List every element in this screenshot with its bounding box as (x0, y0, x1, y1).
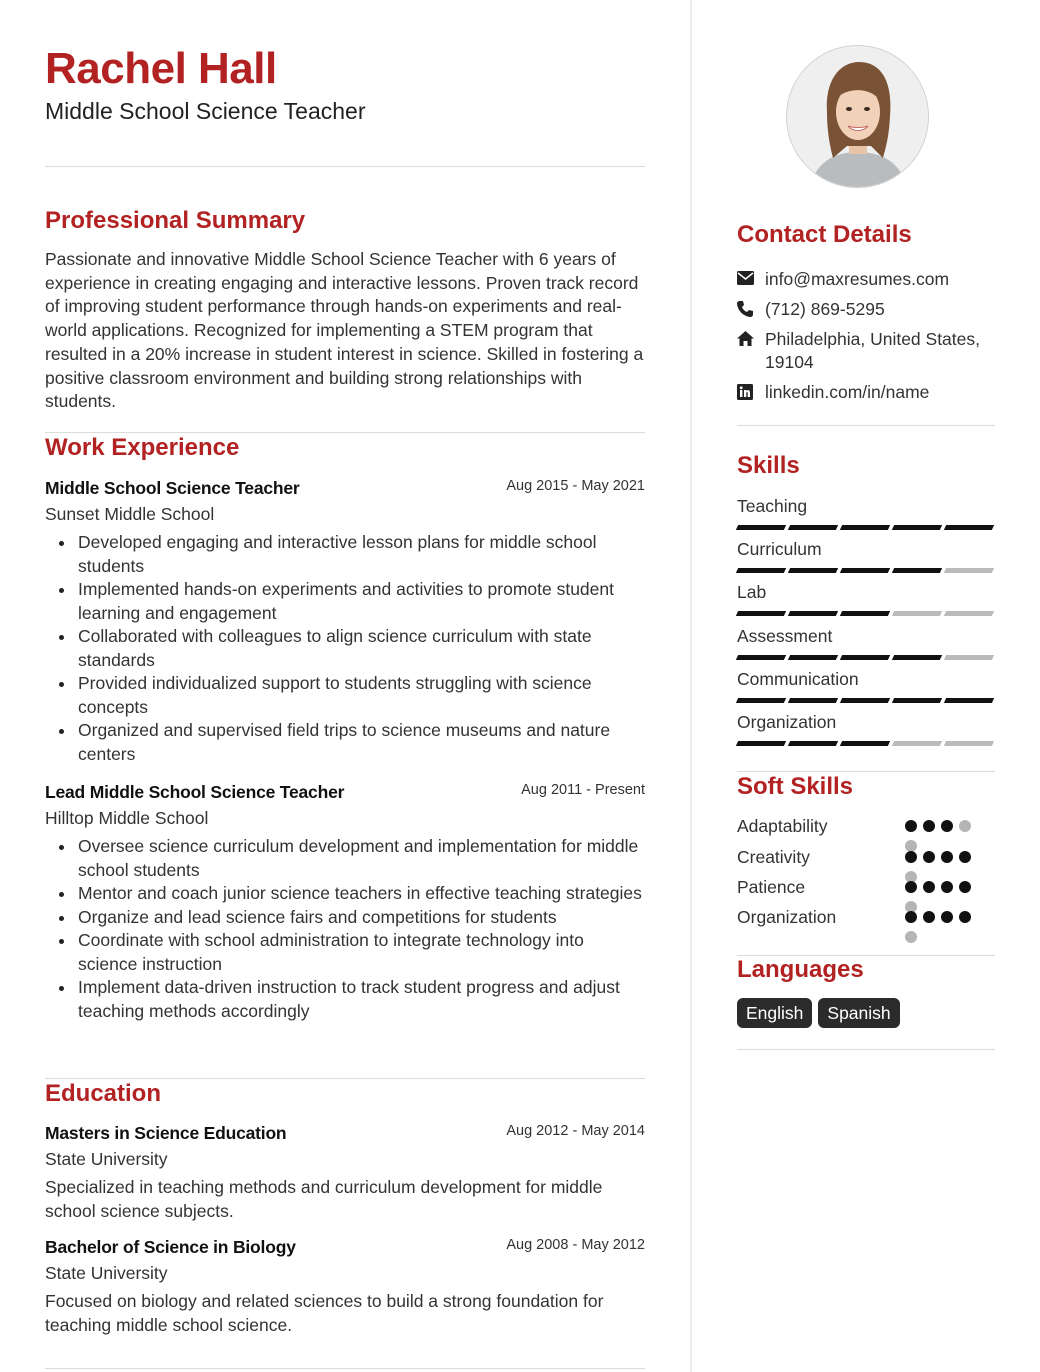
home-icon (737, 328, 765, 374)
rating-dot (959, 911, 971, 923)
skill-item (737, 711, 995, 746)
linkedin-icon (737, 381, 765, 405)
skill-bar (737, 741, 995, 746)
skill-bar-segment (736, 741, 786, 746)
skill-bar-segment (736, 611, 786, 616)
summary-text: Passionate and innovative Middle School Science Teacher with 6 years of experience in creating engaging and interactive lessons. Proven track record of improving student performance through hands-on experiments and real-world applications. Recognized for implementing a STEM program that resulted in a 20% increase in student interest in science. Skilled in fostering a positive classroom environment and building strong relationships with students. (45, 249, 644, 412)
soft-skill-item (737, 877, 995, 898)
rating-dot (959, 820, 971, 832)
skill-bar (737, 568, 995, 573)
skill-item (737, 538, 995, 573)
rating-dot (923, 851, 935, 863)
language-chip: English (737, 998, 812, 1028)
rating-dot (905, 851, 917, 863)
skill-bar-segment (788, 568, 838, 573)
skill-item (737, 495, 995, 530)
skill-label: Lab (737, 582, 767, 602)
skills-divider (737, 771, 995, 772)
skill-bar (737, 611, 995, 616)
skill-bar-segment (840, 741, 890, 746)
skill-bar-segment (944, 525, 994, 530)
rating-dot (905, 911, 917, 923)
rating-dot (905, 881, 917, 893)
contact-linkedin (737, 381, 995, 405)
summary-divider (45, 432, 645, 433)
soft-skill-label: Organization (737, 907, 837, 927)
work-entry (45, 782, 645, 1023)
skill-label: Assessment (737, 626, 833, 646)
job-bullets (45, 531, 645, 766)
job-date: Aug 2015 - May 2021 (506, 478, 645, 494)
skill-label: Teaching (737, 496, 808, 516)
languages-divider (737, 1049, 995, 1050)
skill-bar-segment (788, 611, 838, 616)
skill-label: Curriculum (737, 539, 822, 559)
summary-title: Professional Summary (45, 207, 306, 234)
skill-bar-segment (892, 741, 942, 746)
rating-dot (941, 881, 953, 893)
degree-desc: Focused on biology and related sciences to build a strong foundation for teaching middle school science. (45, 1291, 604, 1335)
skill-item (737, 625, 995, 660)
soft-skills-title: Soft Skills (737, 773, 854, 800)
list-item: Provided individualized support to students struggling with science concepts (45, 672, 645, 719)
skill-bar-segment (788, 741, 838, 746)
rating-dot (959, 851, 971, 863)
skill-bar-segment (944, 741, 994, 746)
skills-title: Skills (737, 452, 800, 479)
skill-bar-segment (892, 698, 942, 703)
degree-title: Masters in Science Education (45, 1123, 287, 1143)
skill-bar-segment (840, 655, 890, 660)
degree-date: Aug 2008 - May 2012 (506, 1237, 645, 1253)
education-entry (45, 1123, 645, 1223)
skill-bar (737, 655, 995, 660)
skill-bar-segment (736, 698, 786, 703)
skill-bar-segment (840, 525, 890, 530)
skill-bar-segment (788, 525, 838, 530)
skill-item (737, 581, 995, 616)
contact-phone (737, 298, 995, 322)
list-item: Developed engaging and interactive lesson plans for middle school students (45, 531, 645, 578)
location-text: Philadelphia, United States, 19104 (765, 329, 980, 372)
contact-divider (737, 425, 995, 426)
rating-dot (959, 881, 971, 893)
candidate-name: Rachel Hall (45, 44, 277, 93)
rating-dot (941, 911, 953, 923)
job-org: Sunset Middle School (45, 504, 215, 524)
skill-bar-segment (788, 655, 838, 660)
rating-dot (905, 931, 917, 943)
list-item: Coordinate with school administration to integrate technology into science instruction (45, 929, 645, 976)
rating-dot (923, 881, 935, 893)
education-entry (45, 1237, 645, 1337)
list-item: Organized and supervised field trips to science museums and nature centers (45, 719, 645, 766)
education-title: Education (45, 1080, 162, 1107)
skill-label: Communication (737, 669, 859, 689)
skill-bar (737, 525, 995, 530)
envelope-icon (737, 268, 765, 291)
list-item: Oversee science curriculum development and implementation for middle school students (45, 835, 645, 882)
candidate-role: Middle School Science Teacher (45, 98, 366, 124)
skill-bar-segment (944, 568, 994, 573)
skill-bar-segment (944, 655, 994, 660)
skill-bar-segment (840, 568, 890, 573)
skill-item (737, 668, 995, 703)
skill-bar-segment (736, 568, 786, 573)
language-chip: Spanish (818, 998, 899, 1028)
work-divider (45, 1078, 645, 1079)
soft-skill-item (737, 847, 995, 868)
skill-bar-segment (892, 525, 942, 530)
list-item: Organize and lead science fairs and competitions for students (45, 906, 645, 930)
school-name: State University (45, 1263, 168, 1283)
linkedin-text: linkedin.com/in/name (765, 382, 930, 402)
skill-label: Organization (737, 712, 837, 732)
skill-bar-segment (892, 655, 942, 660)
skill-bar-segment (736, 655, 786, 660)
skill-bar-segment (788, 698, 838, 703)
degree-date: Aug 2012 - May 2014 (506, 1123, 645, 1139)
skill-bar-segment (736, 525, 786, 530)
soft-skill-label: Creativity (737, 847, 810, 867)
rating-dot (941, 851, 953, 863)
skill-bar-segment (840, 611, 890, 616)
list-item: Mentor and coach junior science teachers in effective teaching strategies (45, 882, 645, 906)
job-bullets (45, 835, 645, 1023)
email-text: info@maxresumes.com (765, 269, 950, 289)
skill-bar-segment (892, 611, 942, 616)
skill-bar-segment (892, 568, 942, 573)
skill-bar-segment (840, 698, 890, 703)
contact-title: Contact Details (737, 221, 912, 248)
list-item: Collaborated with colleagues to align science curriculum with state standards (45, 625, 645, 672)
profile-photo (787, 46, 929, 188)
degree-title: Bachelor of Science in Biology (45, 1237, 296, 1257)
education-divider (45, 1368, 645, 1369)
list-item: Implement data-driven instruction to track student progress and adjust teaching methods accordingly (45, 976, 645, 1023)
work-entry (45, 478, 645, 766)
contact-location (737, 328, 995, 374)
soft-skill-label: Adaptability (737, 816, 828, 836)
list-item: Implemented hands-on experiments and activities to promote student learning and engagement (45, 578, 645, 625)
phone-text: (712) 869-5295 (765, 299, 885, 319)
work-title: Work Experience (45, 434, 240, 461)
languages-title: Languages (737, 956, 864, 983)
rating-dot (941, 820, 953, 832)
avatar (786, 45, 929, 188)
skill-bar (737, 698, 995, 703)
job-title: Middle School Science Teacher (45, 478, 300, 498)
header-divider (45, 166, 645, 167)
rating-dot (923, 820, 935, 832)
degree-desc: Specialized in teaching methods and curriculum development for middle school science subjects. (45, 1177, 603, 1221)
soft-skill-item (737, 907, 995, 928)
job-date: Aug 2011 - Present (521, 782, 645, 798)
soft-skill-label: Patience (737, 877, 806, 897)
rating-dot (905, 820, 917, 832)
contact-email (737, 268, 995, 291)
languages-list (737, 998, 900, 1028)
skill-bar-segment (944, 611, 994, 616)
soft-skill-item (737, 816, 995, 837)
column-divider (690, 0, 692, 1372)
rating-dot (923, 911, 935, 923)
job-org: Hilltop Middle School (45, 808, 209, 828)
job-title: Lead Middle School Science Teacher (45, 782, 345, 802)
school-name: State University (45, 1149, 168, 1169)
phone-icon (737, 298, 765, 322)
skill-bar-segment (944, 698, 994, 703)
